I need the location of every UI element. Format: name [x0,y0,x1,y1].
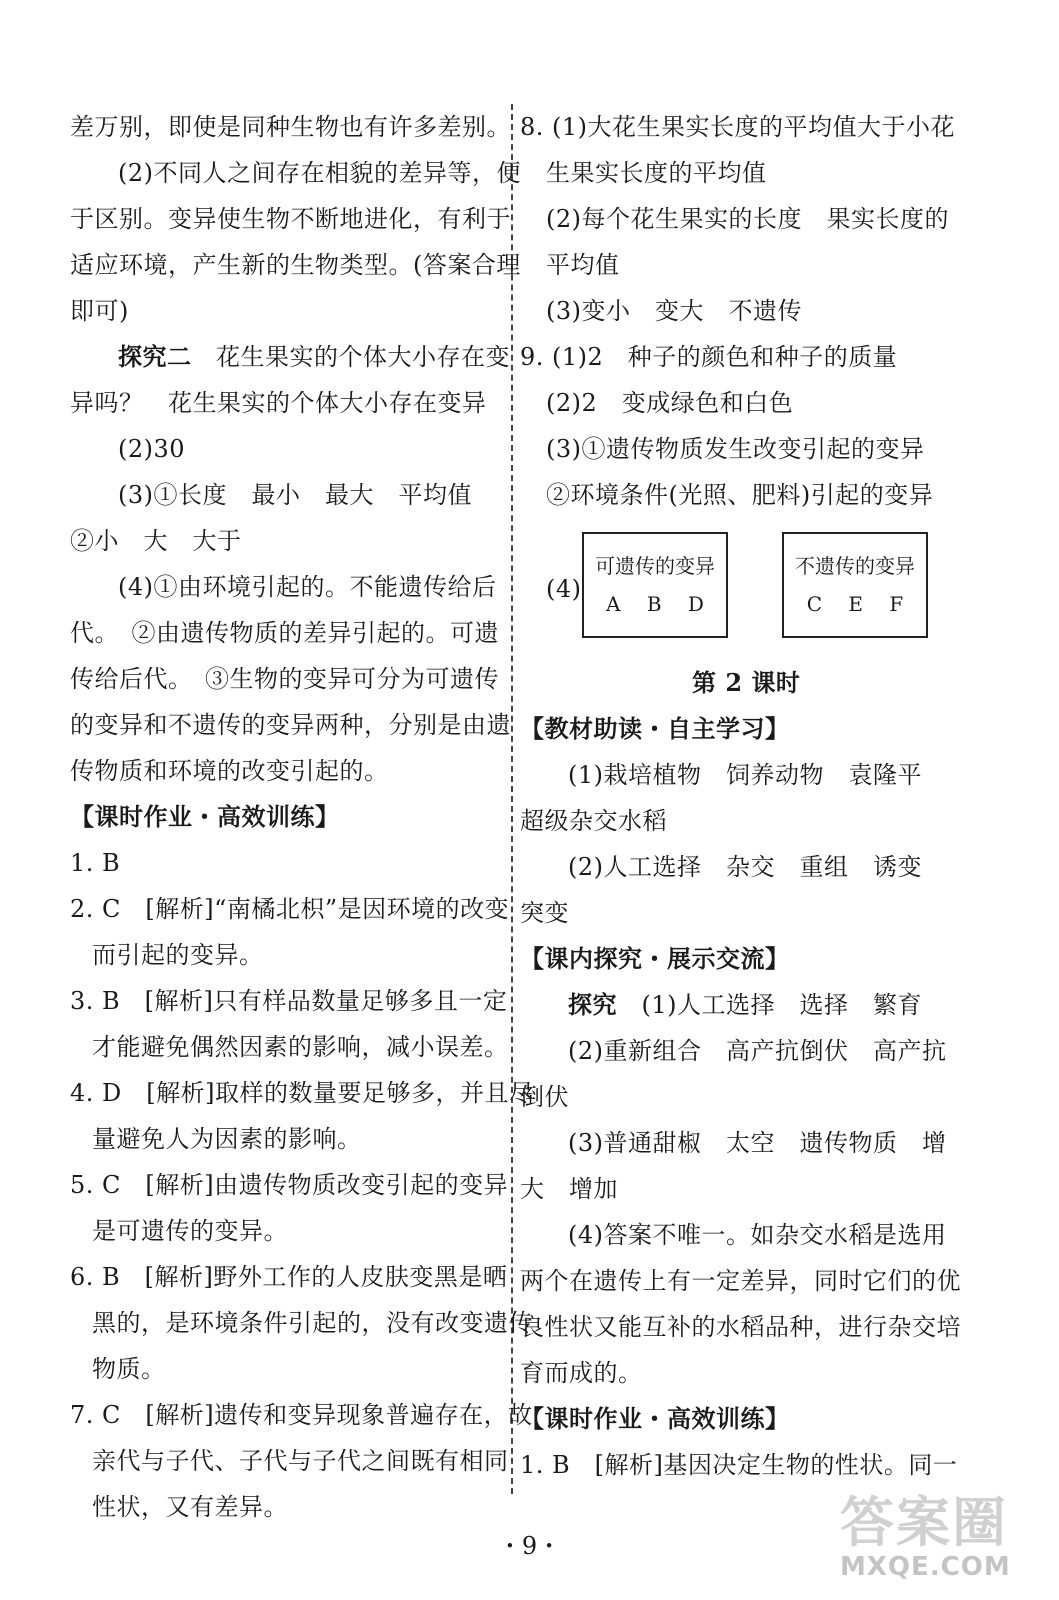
text-line: 是可遗传的变异。 [92,1217,288,1245]
text-line: ②小 大 大于 [70,527,242,555]
text-line: 两个在遗传上有一定差异，同时它们的优 [520,1267,961,1295]
text-line: (2)重新组合 高产抗倒伏 高产抗 [568,1037,947,1065]
text-line: 1. B [70,849,121,877]
text-line: 亲代与子代、子代与子代之间既有相同 [92,1447,509,1475]
text-line [118,342,510,372]
text-line: 差万别，即使是同种生物也有许多差别。 [70,113,511,141]
text-line: 才能避免偶然因素的影响，减小误差。 [92,1033,509,1061]
text-line: (3)普通甜椒 太空 遗传物质 增 [568,1129,947,1157]
text-line: 黑的，是环境条件引起的，没有改变遗传 [92,1309,533,1337]
text-line: 异吗？ 花生果实的个体大小存在变异 [70,389,487,417]
text-line: (2)人工选择 杂交 重组 诱变 [568,853,922,881]
watermark-url: MXQE.COM [840,1552,1011,1582]
text-line: 【教材助读・自主学习】 [520,714,790,743]
text-line: 【课时作业・高效训练】 [70,802,340,831]
text-line: 平均值 [546,251,620,279]
line-rest: (1)人工选择 选择 繁育 [617,991,922,1019]
text-line: 的变异和不遗传的变异两种，分别是由遗 [70,711,511,739]
text-line: 突变 [520,899,569,927]
box-title: 不遗传的变异 [795,554,915,578]
text-line: 适应环境，产生新的生物类型。(答案合理 [70,251,521,279]
text-line: 即可) [70,297,129,325]
text-line: 1. B [解析]基因决定生物的性状。同一 [520,1451,958,1479]
text-line: 6. B [解析]野外工作的人皮肤变黑是晒 [70,1263,508,1291]
line-rest: 花生果实的个体大小存在变 [191,343,510,371]
text-line: 3. B [解析]只有样品数量足够多且一定 [70,987,508,1015]
text-line: (2)不同人之间存在相貌的差异等，便 [118,159,521,187]
text-line: (3)①遗传物质发生改变引起的变异 [546,435,925,463]
text-line: 代。 ②由遗传物质的差异引起的。可遗 [70,619,499,647]
text-line: (4)答案不唯一。如杂交水稻是选用 [568,1221,947,1249]
page-number: ・9・ [497,1532,562,1560]
text-line: 7. C [解析]遗传和变异现象普遍存在，故 [70,1401,533,1429]
text-line: (4) [546,575,582,603]
text-line: (2)2 变成绿色和白色 [546,389,794,417]
non-heritable-variation-box [782,532,928,638]
text-line: 传给后代。 ③生物的变异可分为可遗传 [70,665,499,693]
watermark-logo: 答案圈 [840,1491,1008,1554]
text-line: 倒伏 [520,1083,569,1111]
text-line: 传物质和环境的改变引起的。 [70,757,389,785]
text-line: (1)栽培植物 饲养动物 袁隆平 [568,761,922,789]
text-line: 【课时作业・高效训练】 [520,1404,790,1433]
text-line: (3)①长度 最小 最大 平均值 [118,481,472,509]
text-line: 育而成的。 [520,1359,643,1387]
text-line: 物质。 [92,1355,166,1383]
heritable-variation-box [582,532,728,638]
box-title: 可遗传的变异 [595,554,715,578]
text-line: 5. C [解析]由遗传物质改变引起的变异 [70,1171,509,1199]
text-line: 而引起的变异。 [92,941,264,969]
text-line: 超级杂交水稻 [520,807,667,835]
text-line: 大 增加 [520,1175,618,1203]
text-line: 第 2 课时 [692,668,801,697]
text-line: (3)变小 变大 不遗传 [546,297,802,325]
box-values: C E F [806,592,914,616]
text-line: ②环境条件(光照、肥料)引起的变异 [546,481,934,509]
text-line: 性状，又有差异。 [92,1493,288,1521]
text-line: (2)30 [118,435,186,463]
text-line: 良性状又能互补的水稻品种，进行杂交培 [520,1313,961,1341]
text-line [568,990,922,1020]
watermark [840,1480,1040,1590]
bold-prefix: 探究二 [118,342,192,371]
text-line: 8. (1)大花生果实长度的平均值大于小花 [520,113,956,141]
text-line: 生果实长度的平均值 [546,159,767,187]
text-line: 2. C [解析]“南橘北枳”是因环境的改变 [70,895,510,923]
column-divider [511,104,513,1494]
box-values: A B D [606,592,714,616]
text-line: 于区别。变异使生物不断地进化，有利于 [70,205,511,233]
text-line: 4. D [解析]取样的数量要足够多，并且尽 [70,1079,534,1107]
bold-prefix: 探究 [568,990,617,1019]
text-line: (4)①由环境引起的。不能遗传给后 [118,573,497,601]
text-line: 【课内探究・展示交流】 [520,944,790,973]
text-line: (2)每个花生果实的长度 果实长度的 [546,205,949,233]
text-line: 量避免人为因素的影响。 [92,1125,362,1153]
text-line: 9. (1)2 种子的颜色和种子的质量 [520,343,898,371]
